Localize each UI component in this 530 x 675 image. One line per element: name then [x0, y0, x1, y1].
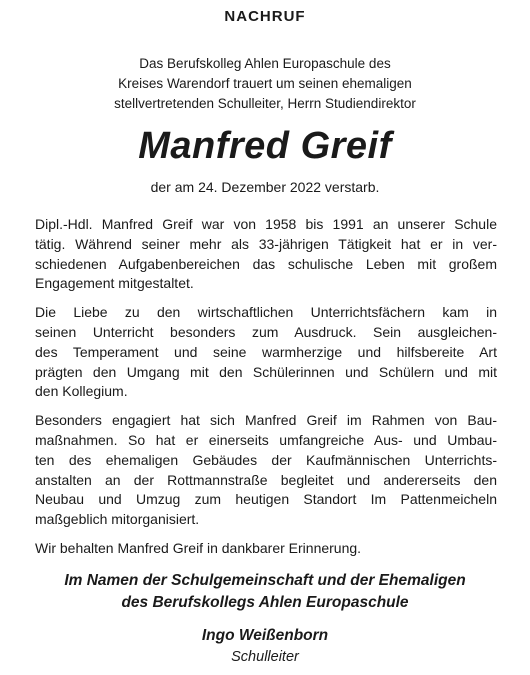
- obituary-body: [35, 215, 497, 568]
- closing-statement: [0, 570, 530, 614]
- death-date-line: der am 24. Dezember 2022 verstarb.: [150, 179, 380, 195]
- paragraph-remembrance: [35, 539, 497, 559]
- text-line: des Temperament und seine warmherzige und hilfsbereite Art: [35, 343, 497, 360]
- intro-text: [0, 54, 530, 114]
- signer-role: Schulleiter: [231, 649, 299, 665]
- intro-line: Das Berufskolleg Ahlen Europaschule des: [139, 56, 391, 71]
- text-line: Die Liebe zu den wirtschaftlichen Unterrichtsfächern kam in: [35, 304, 497, 321]
- text-line: seinen Unterricht besonders zum Ausdruck. Sein ausgleichen-: [35, 323, 497, 340]
- text-line: Besonders engagiert hat sich Manfred Greif im Rahmen von Bau-: [35, 412, 497, 429]
- intro-line: stellvertretenden Schulleiter, Herrn Studiendirektor: [114, 96, 416, 111]
- text-line: prägten den Umgang mit den Schülerinnen und Schülern und mit: [35, 363, 497, 380]
- text-line: ten des ehemaligen Gebäudes der Kaufmännischen Unterrichts-: [35, 451, 497, 468]
- text-line: Engagement mitgestaltet.: [35, 275, 194, 292]
- text-line: Dipl.-Hdl. Manfred Greif war von 1958 bis 1991 an unserer Schule: [35, 216, 497, 232]
- paragraph-character: [35, 303, 497, 402]
- signer-name: Ingo Weißenborn: [201, 627, 329, 644]
- text-line: maßnahmen. So hat er einerseits umfangreiche Aus- und Umbau-: [35, 431, 497, 448]
- paragraph-career: [35, 215, 497, 294]
- text-line: schiedenen Aufgabenbereichen das schulische Leben mit großem: [35, 255, 497, 272]
- text-line: maßgeblich mitorganisiert.: [35, 511, 200, 528]
- text-line: tätig. Während seiner mehr als 33-jährigen Tätigkeit hat er in ver-: [35, 235, 497, 252]
- text-line: anstalten an der Rottmannstraße begleitet und andererseits den: [35, 471, 497, 488]
- paragraph-building: [35, 411, 497, 530]
- closing-line: Im Namen der Schulgemeinschaft und der Ehemaligen: [64, 572, 466, 589]
- text-line: Wir behalten Manfred Greif in dankbarer Erinnerung.: [35, 539, 362, 556]
- deceased-name: Manfred Greif: [138, 125, 392, 167]
- notice-heading: NACHRUF: [224, 8, 306, 25]
- text-line: Neubau und Umzug zum heutigen Standort Im Pattenmeicheln: [35, 491, 497, 508]
- closing-line: des Berufskollegs Ahlen Europaschule: [121, 594, 409, 611]
- intro-line: Kreises Warendorf trauert um seinen ehemaligen: [118, 76, 412, 91]
- text-line: den Kollegium.: [35, 383, 128, 400]
